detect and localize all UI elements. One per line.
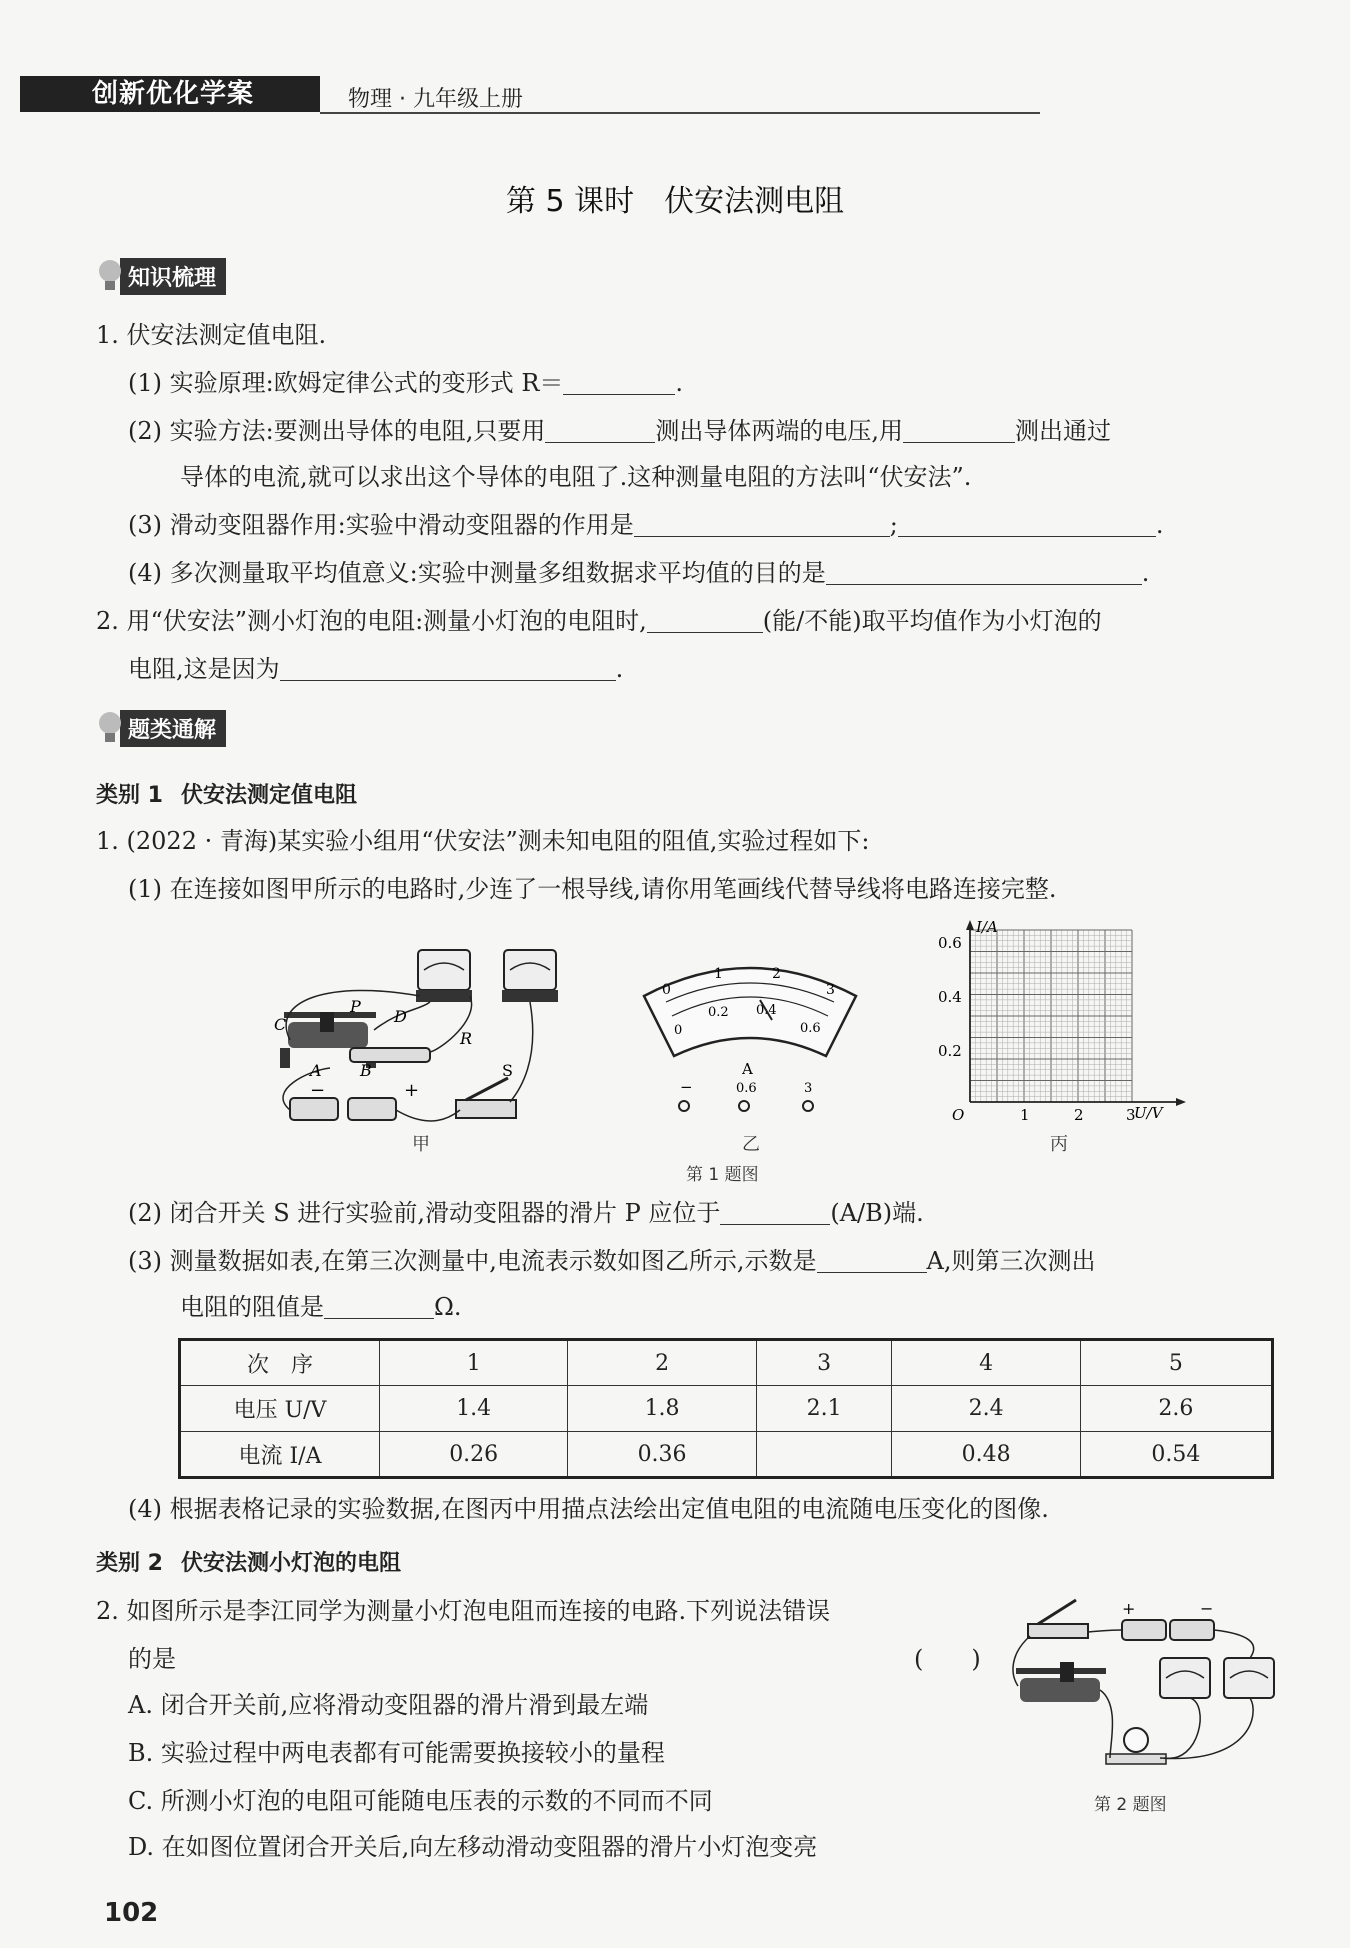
figure-1-caption: 第 1 题图 bbox=[686, 1165, 759, 1185]
terminal-icon bbox=[739, 1101, 749, 1111]
rheostat-icon bbox=[1016, 1662, 1106, 1702]
answer-blank[interactable] bbox=[817, 1247, 927, 1273]
graph-ylabel: I/A bbox=[976, 918, 998, 936]
graph-grid bbox=[970, 930, 1132, 1102]
answer-blank[interactable] bbox=[647, 607, 763, 633]
category-2-heading: 类别 2 伏安法测小灯泡的电阻 bbox=[96, 1551, 401, 1576]
answer-paren[interactable]: ( ) bbox=[914, 1645, 981, 1673]
option-c[interactable]: C. 所测小灯泡的电阻可能随电压表的示数的不同而不同 bbox=[128, 1787, 713, 1815]
scale-top-2: 2 bbox=[772, 966, 781, 982]
scale-bottom-0: 0 bbox=[674, 1023, 683, 1038]
circuit-figure-jia bbox=[270, 940, 570, 1140]
category-1-heading: 类别 1 伏安法测定值电阻 bbox=[96, 783, 357, 808]
voltmeter-icon bbox=[416, 950, 472, 1002]
table-cell: 1.4 bbox=[380, 1386, 568, 1432]
knowledge-item-2-cont: 电阻,这是因为 . bbox=[128, 655, 624, 683]
table-cell: 2.6 bbox=[1080, 1386, 1272, 1432]
fig-label-jia: 甲 bbox=[412, 1134, 430, 1155]
answer-blank[interactable] bbox=[634, 511, 890, 537]
section-tag-label: 题类通解 bbox=[120, 710, 226, 747]
graph-figure-bing bbox=[930, 918, 1190, 1124]
label-R: R bbox=[460, 1029, 473, 1048]
question-1-part-1: (1) 在连接如图甲所示的电路时,少连了一根导线,请你用笔画线代替导线将电路连接完整. bbox=[128, 875, 1057, 903]
terminal-3: 3 bbox=[804, 1081, 813, 1096]
section-tag-label: 知识梳理 bbox=[120, 258, 226, 295]
table-cell: 0.54 bbox=[1080, 1432, 1272, 1478]
terminal-icon bbox=[803, 1101, 813, 1111]
knowledge-item-1-2-cont: 导体的电流,就可以求出这个导体的电阻了.这种测量电阻的方法叫“伏安法”. bbox=[180, 463, 972, 491]
table-cell: 2.1 bbox=[756, 1386, 892, 1432]
page-number: 102 bbox=[104, 1898, 159, 1928]
question-2-stem: 2. 如图所示是李江同学为测量小灯泡电阻而连接的电路.下列说法错误 bbox=[96, 1597, 831, 1625]
question-1-part-3-cont: 电阻的阻值是 Ω. bbox=[180, 1293, 462, 1321]
graph-xlabel: U/V bbox=[1134, 1104, 1163, 1122]
xtick-3: 3 bbox=[1126, 1106, 1136, 1124]
label-plus: + bbox=[404, 1080, 420, 1101]
ytick-04: 0.4 bbox=[938, 988, 962, 1006]
label-D: D bbox=[394, 1007, 407, 1026]
scale-bottom-02: 0.2 bbox=[708, 1005, 729, 1020]
question-2-stem-cont: 的是 bbox=[128, 1645, 176, 1673]
knowledge-item-2: 2. 用“伏安法”测小灯泡的电阻:测量小灯泡的电阻时, (能/不能)取平均值作为小灯泡的 bbox=[96, 607, 1102, 635]
switch-icon bbox=[456, 1078, 516, 1118]
knowledge-item-1-3: (3) 滑动变阻器作用:实验中滑动变阻器的作用是 ; . bbox=[128, 511, 1164, 539]
answer-blank[interactable] bbox=[720, 1199, 830, 1225]
x-axis-arrow bbox=[1176, 1098, 1186, 1106]
answer-blank[interactable] bbox=[563, 369, 675, 395]
label-C: C bbox=[274, 1015, 287, 1034]
question-1-part-2: (2) 闭合开关 S 进行实验前,滑动变阻器的滑片 P 应位于 (A/B)端. bbox=[128, 1199, 924, 1227]
label-minus: − bbox=[1200, 1599, 1214, 1618]
option-b[interactable]: B. 实验过程中两电表都有可能需要换接较小的量程 bbox=[128, 1739, 665, 1767]
label-plus: + bbox=[1122, 1599, 1136, 1618]
knowledge-item-1-1: (1) 实验原理:欧姆定律公式的变形式 R＝ . bbox=[128, 369, 684, 397]
section-tag-problems bbox=[96, 710, 226, 746]
page-title: 第 5 课时 伏安法测电阻 bbox=[505, 184, 845, 219]
header-brand: 创新优化学案 bbox=[92, 79, 255, 109]
ytick-06: 0.6 bbox=[938, 934, 962, 952]
table-cell: 电流 I/A bbox=[180, 1432, 380, 1478]
terminal-minus: − bbox=[680, 1078, 693, 1096]
answer-blank[interactable] bbox=[898, 511, 1156, 537]
label-A: A bbox=[310, 1061, 322, 1080]
xtick-1: 1 bbox=[1020, 1106, 1030, 1124]
knowledge-item-1-4: (4) 多次测量取平均值意义:实验中测量多组数据求平均值的目的是 . bbox=[128, 559, 1150, 587]
knowledge-item-1: 1. 伏安法测定值电阻. bbox=[96, 321, 327, 349]
figure-2-caption: 第 2 题图 bbox=[1094, 1795, 1167, 1815]
label-B: B bbox=[360, 1061, 372, 1080]
lightbulb-icon bbox=[96, 259, 124, 293]
section-tag-knowledge bbox=[96, 258, 226, 294]
xtick-2: 2 bbox=[1074, 1106, 1084, 1124]
table-cell: 1 bbox=[380, 1340, 568, 1386]
fig-label-yi: 乙 bbox=[742, 1134, 760, 1155]
table-row-current bbox=[180, 1432, 1273, 1478]
answer-blank[interactable] bbox=[826, 559, 1142, 585]
table-cell: 次 序 bbox=[180, 1340, 380, 1386]
scale-bottom-04: 0.4 bbox=[756, 1003, 777, 1018]
question-1-part-4: (4) 根据表格记录的实验数据,在图丙中用描点法绘出定值电阻的电流随电压变化的图像. bbox=[128, 1495, 1049, 1523]
switch-icon bbox=[1028, 1600, 1088, 1638]
table-cell: 1.8 bbox=[568, 1386, 756, 1432]
table-cell: 0.26 bbox=[380, 1432, 568, 1478]
scale-top-0: 0 bbox=[662, 982, 671, 998]
ytick-02: 0.2 bbox=[938, 1042, 962, 1060]
answer-blank[interactable] bbox=[545, 417, 655, 443]
question-1-stem: 1. (2022 · 青海)某实验小组用“伏安法”测未知电阻的阻值,实验过程如下: bbox=[96, 827, 870, 855]
label-minus: − bbox=[310, 1080, 326, 1101]
voltmeter-icon bbox=[1160, 1658, 1210, 1698]
scale-bottom-06: 0.6 bbox=[800, 1021, 821, 1036]
scale-top-3: 3 bbox=[826, 982, 835, 998]
label-P: P bbox=[350, 997, 361, 1016]
table-cell: 0.48 bbox=[892, 1432, 1080, 1478]
battery-icon bbox=[290, 1098, 396, 1120]
answer-blank[interactable] bbox=[903, 417, 1015, 443]
question-1-part-3: (3) 测量数据如表,在第三次测量中,电流表示数如图乙所示,示数是 A,则第三次测出 bbox=[128, 1247, 1096, 1275]
header-subject: 物理 · 九年级上册 bbox=[348, 87, 523, 112]
graph-origin: O bbox=[952, 1106, 965, 1124]
resistor-icon bbox=[350, 1048, 430, 1062]
fig-label-bing: 丙 bbox=[1050, 1134, 1068, 1155]
answer-blank[interactable] bbox=[324, 1293, 434, 1319]
circuit-figure-2 bbox=[1010, 1594, 1280, 1778]
option-d[interactable]: D. 在如图位置闭合开关后,向左移动滑动变阻器的滑片小灯泡变亮 bbox=[128, 1833, 818, 1861]
table-cell: 0.36 bbox=[568, 1432, 756, 1478]
terminal-icon bbox=[679, 1101, 689, 1111]
table-cell: 3 bbox=[756, 1340, 892, 1386]
ammeter-icon bbox=[1224, 1658, 1274, 1698]
lightbulb-icon bbox=[96, 711, 124, 745]
ammeter-icon bbox=[502, 950, 558, 1002]
table-cell: 4 bbox=[892, 1340, 1080, 1386]
table-cell: 电压 U/V bbox=[180, 1386, 380, 1432]
table-row-order bbox=[180, 1340, 1273, 1386]
option-a[interactable]: A. 闭合开关前,应将滑动变阻器的滑片滑到最左端 bbox=[128, 1691, 649, 1719]
header-rule bbox=[320, 112, 1040, 114]
table-cell-blank[interactable] bbox=[756, 1432, 892, 1478]
measurement-table bbox=[178, 1338, 1274, 1479]
lamp-icon bbox=[1106, 1728, 1166, 1764]
table-cell: 5 bbox=[1080, 1340, 1272, 1386]
answer-blank[interactable] bbox=[280, 655, 616, 681]
ammeter-unit: A bbox=[742, 1060, 753, 1078]
table-cell: 2.4 bbox=[892, 1386, 1080, 1432]
y-axis-arrow bbox=[966, 920, 974, 930]
scale-top-1: 1 bbox=[714, 966, 723, 982]
battery-icon bbox=[1122, 1620, 1214, 1640]
table-cell: 2 bbox=[568, 1340, 756, 1386]
terminal-06: 0.6 bbox=[736, 1081, 757, 1096]
table-row-voltage bbox=[180, 1386, 1273, 1432]
knowledge-item-1-2: (2) 实验方法:要测出导体的电阻,只要用 测出导体两端的电压,用 测出通过 bbox=[128, 417, 1111, 445]
ammeter-dial-figure-yi bbox=[640, 960, 860, 1120]
label-S: S bbox=[502, 1061, 513, 1080]
